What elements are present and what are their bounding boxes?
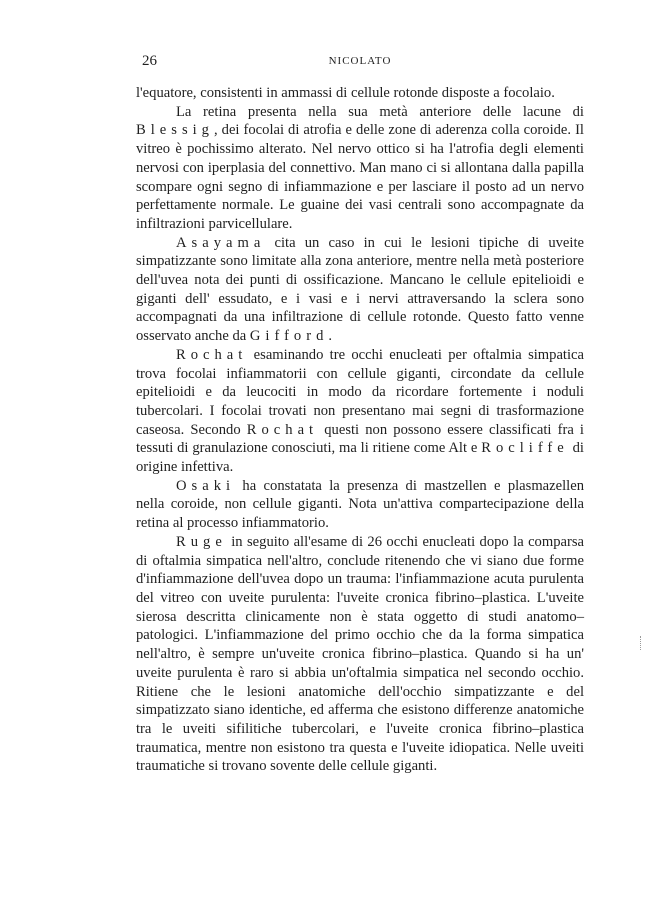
paragraph-3-text-a: cita un caso in cui le lesioni tipiche di uveite simpatizzante sono limitate alla zona anteriore, mentre nella metà posteriore dell'uvea nota dei punti di ossificazione. Mancano le cellule epitelioidi e giganti dell' essudato, e i vasi e i nervi attraversando la sclera sono accompagnati da una infiltrazione di cellule rotonde. Questo fatto venne osservato anche da	[136, 234, 584, 345]
paragraph-4-text-d: di origine infettiva.	[136, 440, 584, 476]
author-name-ruge: Ruge	[176, 533, 227, 550]
author-name-alt: Alt	[448, 440, 468, 457]
paragraph-2	[136, 103, 584, 234]
paragraph-3	[136, 234, 584, 346]
paragraph-6	[136, 533, 584, 776]
author-name-asayama: Asayama	[176, 234, 266, 251]
author-name-gifford: Gifford	[249, 328, 329, 345]
paragraph-4-text-b: questi non possono essere classificati fra i tessuti di granulazione conosciuti, ma li ritiene come	[136, 421, 584, 457]
paragraph-5	[136, 477, 584, 533]
paragraph-6-text-a: in seguito all'esame di 26 occhi enucleati dopo la comparsa di oftalmia simpatica nell'altro, conclude ritenendo che vi siano due forme d'infiammazione dell'uvea dopo un trauma: l'infiammazione acuta purulenta del vitreo con uveite purulenta: l'uveite cronica fibrino–plastica. L'uveite sierosa descritta clinicamente non è stata oggetto di studi anatomo–patologici. L'infiammazione del primo occhio che da la forma simpatica nell'altro, è sempre un'uveite cronica fibrino–plastica. Quando si ha un' uveite purulenta è raro si abbia un'oftalmia simpatica nel secondo occhio. Ritiene che le lesioni anatomiche dell'occhio simpatizzante e del simpatizzato siano identiche, ed afferma che esistono differenze anatomiche tra le uveiti sifilitiche tubercolari, e l'uveite cronica fibrino–plastica traumatica, mentre non esistono tra questa e l'uveite idiopatica. Nelle uveiti traumatiche si trovano sovente delle cellule giganti.	[136, 533, 584, 775]
paragraph-2-text-b: , dei focolai di atrofia e delle zone di aderenza colla coroide. Il vitreo è pochissimo alterato. Nel nervo ottico si ha l'atrofia degli elementi nervosi con iperplasia del connettivo. Man mano ci si allontana dalla papilla scompare ogni segno di infiammazione e per lasciare il posto ad un nervo perfettamente normale. Le guaine dei vasi centrali sono accompagnate da infiltrazioni parvicellulare.	[136, 122, 584, 232]
author-name-rocliffe: Rocliffe	[481, 440, 569, 457]
author-name-rochat: Rochat	[176, 346, 248, 363]
page-header	[136, 53, 584, 73]
running-head: NICOLATO	[328, 55, 392, 67]
paragraph-4-text-a: esaminando tre occhi enucleati per oftalmia simpatica trova focolai infiammatorii con cellule giganti, circondate da cellule epitelioidi e da leucociti in modo da ricordare fortemente i noduli tubercolari. I focolai trovati non presentano mai segni di trasformazione caseosa. Secondo	[136, 346, 584, 438]
paragraph-2-text-a: La retina presenta nella sua metà anteriore delle lacune di	[176, 103, 584, 120]
paragraph-4-text-c: e	[470, 440, 478, 457]
margin-mark	[640, 636, 643, 650]
paragraph-5-text-a: ha constatata la presenza di mastzellen e plasmazellen nella coroide, non cellule giganti. Nota un'attiva compartecipazione della retina al processo infiammatorio.	[136, 477, 584, 532]
author-name-rochat-2: Rochat	[246, 421, 319, 438]
paragraph-1-text: l'equatore, consistenti in ammassi di cellule rotonde disposte a focolaio.	[136, 85, 555, 101]
author-name-blessig: Blessig	[136, 122, 214, 139]
page-number: 26	[142, 53, 157, 69]
paragraph-1	[136, 84, 584, 103]
paragraph-4	[136, 346, 584, 477]
body-text	[136, 84, 584, 776]
author-name-osaki: Osaki	[176, 477, 236, 494]
paragraph-3-text-b: .	[328, 328, 333, 345]
